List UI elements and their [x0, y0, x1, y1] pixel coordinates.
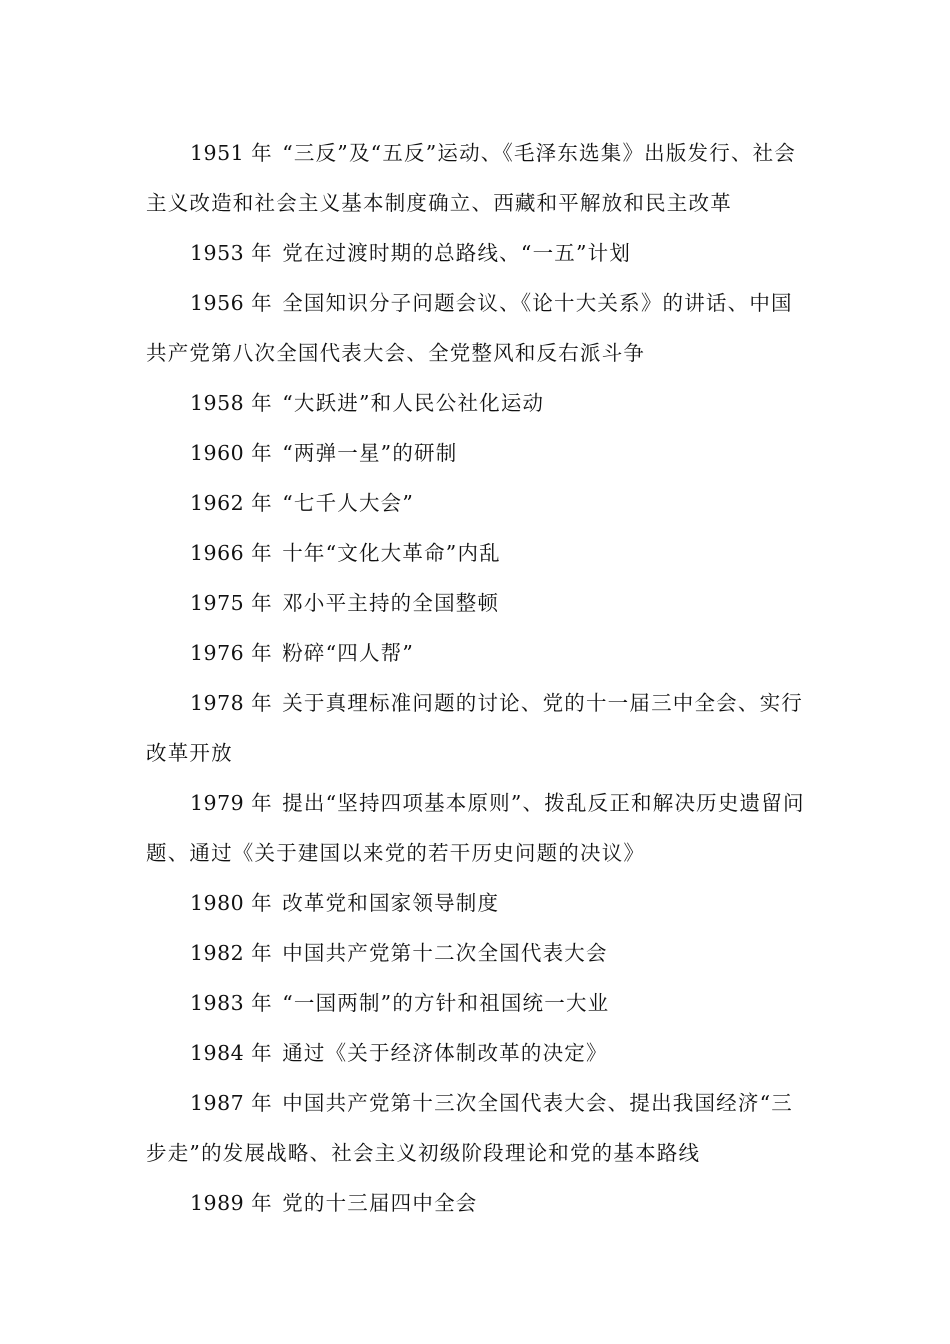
entry-year: 1984 年: [190, 1041, 273, 1065]
entry-year: 1982 年: [190, 941, 273, 965]
entry-year: 1980 年: [190, 891, 273, 915]
entry-year: 1962 年: [190, 491, 273, 515]
entry-year: 1989 年: [190, 1191, 273, 1215]
entry-text: “一国两制”的方针和祖国统一大业: [282, 991, 610, 1015]
timeline-entry-1982: [146, 928, 806, 978]
entry-text: 关于真理标准问题的讨论、党的十一届三中全会、实行改革开放: [146, 691, 803, 765]
entry-year: 1960 年: [190, 441, 273, 465]
entry-text: 十年“文化大革命”内乱: [282, 541, 501, 565]
entry-text: 中国共产党第十三次全国代表大会、提出我国经济“三步走”的发展战略、社会主义初级阶段理论和党的基本路线: [146, 1091, 793, 1165]
entry-year: 1966 年: [190, 541, 273, 565]
timeline-entry-1983: [146, 978, 806, 1028]
timeline-entry-1976: [146, 628, 806, 678]
timeline-entry-1956: [146, 278, 806, 378]
entry-text: “两弹一星”的研制: [282, 441, 458, 465]
entry-year: 1958 年: [190, 391, 273, 415]
entry-text: “七千人大会”: [282, 491, 415, 515]
entry-text: 粉碎“四人帮”: [282, 641, 415, 665]
entry-year: 1987 年: [190, 1091, 273, 1115]
timeline-entry-1987: [146, 1078, 806, 1178]
entry-text: 提出“坚持四项基本原则”、拨乱反正和解决历史遗留问题、通过《关于建国以来党的若干历史问题的决议》: [146, 791, 805, 865]
timeline-entry-1980: [146, 878, 806, 928]
entry-year: 1956 年: [190, 291, 273, 315]
timeline-entry-1984: [146, 1028, 806, 1078]
entry-text: 改革党和国家领导制度: [282, 891, 500, 915]
timeline-entry-1989: [146, 1178, 806, 1228]
entry-year: 1976 年: [190, 641, 273, 665]
timeline-entry-1966: [146, 528, 806, 578]
entry-year: 1953 年: [190, 241, 273, 265]
timeline-entry-1962: [146, 478, 806, 528]
timeline-entry-1960: [146, 428, 806, 478]
timeline-entry-1975: [146, 578, 806, 628]
entry-text: “大跃进”和人民公社化运动: [282, 391, 545, 415]
entry-year: 1978 年: [190, 691, 273, 715]
entry-year: 1975 年: [190, 591, 273, 615]
entry-text: 党的十三届四中全会: [282, 1191, 478, 1215]
entry-text: 党在过渡时期的总路线、“一五”计划: [282, 241, 632, 265]
timeline-entry-1951: [146, 128, 806, 228]
entry-text: 全国知识分子问题会议、《论十大关系》的讲话、中国共产党第八次全国代表大会、全党整风和反右派斗争: [146, 291, 793, 365]
entry-year: 1951 年: [190, 141, 273, 165]
timeline-entry-1953: [146, 228, 806, 278]
entry-text: 邓小平主持的全国整顿: [282, 591, 500, 615]
entry-text: “三反”及“五反”运动、《毛泽东选集》出版发行、社会主义改造和社会主义基本制度确立、西藏和平解放和民主改革: [146, 141, 797, 215]
entry-year: 1983 年: [190, 991, 273, 1015]
entry-year: 1979 年: [190, 791, 273, 815]
timeline-entry-1978: [146, 678, 806, 778]
entry-text: 中国共产党第十二次全国代表大会: [282, 941, 608, 965]
timeline-list: [146, 128, 806, 1228]
timeline-entry-1958: [146, 378, 806, 428]
timeline-entry-1979: [146, 778, 806, 878]
entry-text: 通过《关于经济体制改革的决定》: [282, 1041, 608, 1065]
